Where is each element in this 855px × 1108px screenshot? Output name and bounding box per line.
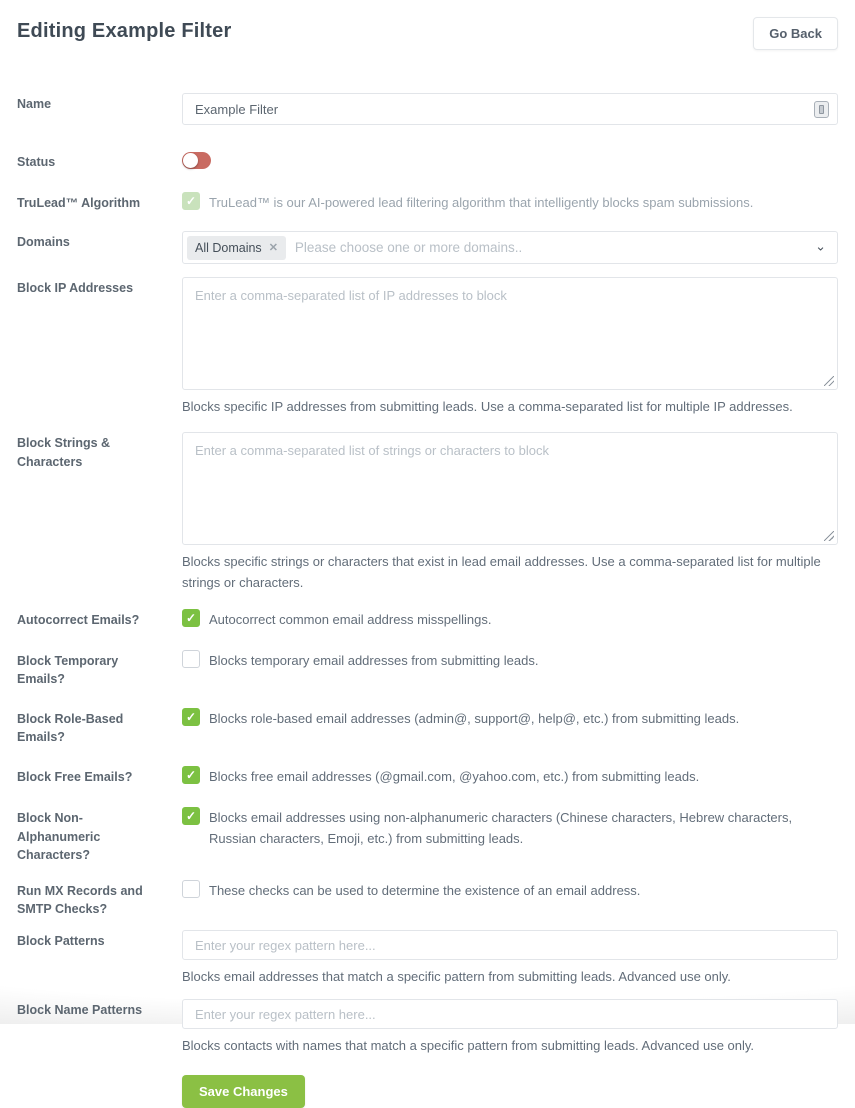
block-role-based-row (17, 708, 838, 746)
check-icon: ✓ (185, 809, 197, 824)
block-non-alphanumeric-row (17, 807, 838, 863)
status-label: Status (17, 155, 56, 169)
trulead-label: TruLead™ Algorithm (17, 196, 141, 211)
check-icon: ✓ (185, 610, 197, 625)
block-temporary-row (17, 650, 838, 688)
check-icon: ✓ (185, 768, 197, 783)
autocorrect-row (17, 609, 838, 630)
chevron-down-icon: ⌄ (815, 238, 826, 254)
name-label: Name (17, 97, 52, 111)
block-patterns-label: Block Patterns (17, 934, 105, 949)
block-ip-label: Block IP Addresses (17, 281, 134, 296)
resize-handle-icon[interactable] (824, 376, 834, 386)
save-changes-button[interactable]: Save Changes (182, 1075, 305, 1108)
block-temporary-description: Blocks temporary email addresses from submitting leads. (209, 652, 539, 668)
name-input-wrap (182, 93, 838, 125)
block-ip-textarea[interactable] (182, 277, 838, 390)
name-row (17, 93, 838, 125)
domains-select[interactable] (182, 231, 838, 264)
block-temporary-label: Block Temporary Emails? (17, 653, 119, 686)
check-icon: ✓ (185, 710, 197, 725)
run-mx-description: These checks can be used to determine the existence of an email address. (209, 882, 641, 898)
block-strings-textarea[interactable] (182, 432, 838, 545)
block-free-description: Blocks free email addresses (@gmail.com, @yahoo.com, etc.) from submitting leads. (209, 769, 700, 785)
block-patterns-input[interactable] (182, 930, 838, 960)
check-icon (186, 883, 196, 895)
block-strings-row (17, 432, 838, 592)
block-free-label: Block Free Emails? (17, 770, 133, 785)
trulead-description: TruLead™ is our AI-powered lead filtering algorithm that intelligently blocks spam submissions. (209, 195, 754, 211)
block-patterns-help: Blocks email addresses that match a specific pattern from submitting leads. Advanced use only. (182, 969, 731, 985)
go-back-button[interactable]: Go Back (753, 17, 838, 50)
name-input[interactable] (182, 93, 838, 125)
tag-label: All Domains (195, 240, 262, 255)
status-row (17, 151, 838, 171)
domains-selected-tag (187, 236, 286, 260)
toggle-knob (183, 153, 198, 168)
autocorrect-description: Autocorrect common email address misspellings. (209, 611, 492, 627)
block-non-alphanumeric-label: Block Non-Alphanumeric Characters? (17, 811, 101, 862)
block-role-based-label: Block Role-Based Emails? (17, 712, 124, 745)
block-free-row (17, 766, 838, 787)
domains-row (17, 231, 838, 264)
block-name-patterns-help: Blocks contacts with names that match a specific pattern from submitting leads. Advanced use only. (182, 1038, 755, 1054)
block-strings-help: Blocks specific strings or characters that exist in lead email addresses. Use a comma-separated list for multiple strings or characters. (182, 554, 821, 590)
check-icon: ✓ (185, 194, 197, 209)
block-ip-help: Blocks specific IP addresses from submitting leads. Use a comma-separated list for multiple IP addresses. (182, 399, 793, 415)
trulead-checkbox[interactable] (182, 192, 200, 210)
block-name-patterns-row (17, 999, 838, 1056)
run-mx-label: Run MX Records and SMTP Checks? (17, 883, 143, 916)
autocorrect-label: Autocorrect Emails? (17, 612, 140, 627)
run-mx-checkbox[interactable] (182, 880, 200, 898)
resize-handle-icon[interactable] (824, 531, 834, 541)
save-row (17, 1075, 838, 1108)
page-header (17, 17, 838, 50)
status-toggle[interactable] (182, 152, 211, 169)
block-temporary-checkbox[interactable] (182, 650, 200, 668)
block-non-alphanumeric-checkbox[interactable] (182, 807, 200, 825)
run-mx-row (17, 880, 838, 918)
autocorrect-checkbox[interactable] (182, 609, 200, 627)
trulead-row (17, 192, 838, 213)
block-ip-row (17, 277, 838, 417)
block-strings-label: Block Strings & Characters (17, 436, 111, 469)
block-name-patterns-label: Block Name Patterns (17, 1003, 143, 1018)
block-non-alphanumeric-description: Blocks email addresses using non-alphanumeric characters (Chinese characters, Hebrew characters, Russian characters, Emoji, etc.) from submitting leads. (209, 810, 793, 846)
block-role-based-description: Blocks role-based email addresses (admin@, support@, help@, etc.) from submitting leads. (209, 711, 740, 727)
domains-placeholder: Please choose one or more domains.. (294, 240, 523, 256)
page-title: Editing Example Filter (17, 20, 232, 42)
block-patterns-row (17, 930, 838, 987)
block-name-patterns-input[interactable] (182, 999, 838, 1029)
block-role-based-checkbox[interactable] (182, 708, 200, 726)
remove-tag-icon[interactable]: ✕ (268, 242, 278, 255)
domains-label: Domains (17, 235, 70, 250)
block-free-checkbox[interactable] (182, 766, 200, 784)
autofill-extension-icon[interactable] (814, 101, 829, 118)
check-icon (186, 653, 196, 665)
